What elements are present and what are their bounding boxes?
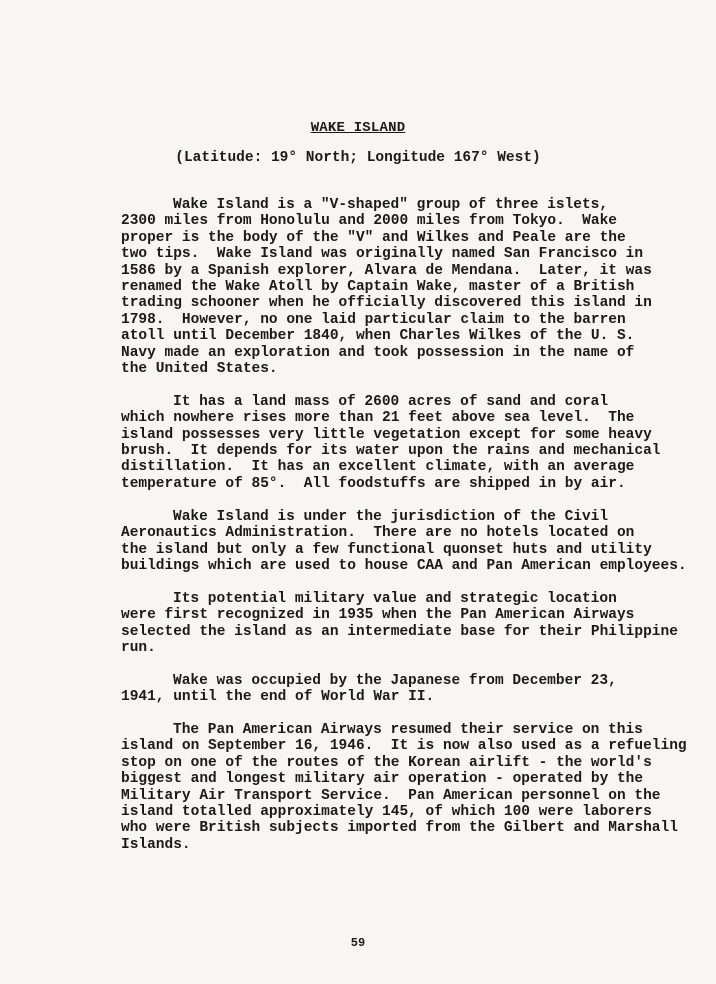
paragraph xyxy=(121,393,661,492)
text-line: who were British subjects imported from the Gilbert and Marshall xyxy=(121,820,678,837)
text-line: selected the island as an intermediate base for their Philippine xyxy=(121,623,678,640)
text-line: renamed the Wake Atoll by Captain Wake, master of a British xyxy=(121,279,635,296)
paragraph xyxy=(121,197,652,378)
text-line: stop on one of the routes of the Korean airlift - the world's xyxy=(121,754,652,771)
text-line: Aeronautics Administration. There are no hotels located on xyxy=(121,525,635,542)
text-line: Military Air Transport Service. Pan American personnel on the xyxy=(121,787,661,804)
page-title: WAKE ISLAND xyxy=(310,120,406,136)
text-line: temperature of 85°. All foodstuffs are shipped in by air. xyxy=(121,475,626,492)
text-line: 1941, until the end of World War II. xyxy=(121,689,435,706)
text-line: Its potential military value and strategic location xyxy=(173,590,617,607)
text-line: Navy made an exploration and took possession in the name of xyxy=(121,344,635,361)
text-line: 1798. However, no one laid particular claim to the barren xyxy=(121,311,626,328)
text-line: were first recognized in 1935 when the Pan American Airways xyxy=(121,607,635,624)
text-line: biggest and longest military air operation - operated by the xyxy=(121,771,644,788)
paragraph xyxy=(121,673,621,706)
text-line: island possesses very little vegetation except for some heavy xyxy=(121,426,652,443)
page-number: 59 xyxy=(350,936,366,950)
text-line: which nowhere rises more than 21 feet above sea level. The xyxy=(121,410,635,427)
text-line: It has a land mass of 2600 acres of sand and coral xyxy=(173,393,609,410)
text-line: trading schooner when he officially discovered this island in xyxy=(121,295,652,312)
text-line: the United States. xyxy=(121,361,278,378)
text-line: Wake was occupied by the Japanese from December 23, xyxy=(173,672,617,689)
paragraph xyxy=(121,590,678,657)
text-line: island on September 16, 1946. It is now also used as a refueling xyxy=(121,738,687,755)
text-line: island totalled approximately 145, of which 100 were laborers xyxy=(121,803,652,820)
paragraph xyxy=(121,508,687,575)
text-line: two tips. Wake Island was originally named San Francisco in xyxy=(121,246,644,263)
text-line: Islands. xyxy=(121,836,191,853)
text-line: Wake Island is a "V-shaped" group of three islets, xyxy=(173,197,609,213)
paragraph xyxy=(121,721,687,853)
text-line: buildings which are used to house CAA and Pan American employees. xyxy=(121,557,687,574)
text-line: brush. It depends for its water upon the rains and mechanical xyxy=(121,443,661,460)
text-line: atoll until December 1840, when Charles Wilkes of the U. S. xyxy=(121,328,635,345)
text-line: Wake Island is under the jurisdiction of the Civil xyxy=(173,508,609,525)
page-subtitle: (Latitude: 19° North; Longitude 167° West) xyxy=(175,150,541,166)
text-line: the island but only a few functional quonset huts and utility xyxy=(121,541,652,558)
text-line: 2300 miles from Honolulu and 2000 miles from Tokyo. Wake xyxy=(121,213,617,230)
text-line: 1586 by a Spanish explorer, Alvara de Mendana. Later, it was xyxy=(121,262,652,279)
text-line: run. xyxy=(121,639,156,656)
text-line: distillation. It has an excellent climate, with an average xyxy=(121,459,635,476)
text-line: The Pan American Airways resumed their service on this xyxy=(173,721,643,738)
text-line: proper is the body of the "V" and Wilkes and Peale are the xyxy=(121,229,626,246)
body-text xyxy=(121,197,687,870)
